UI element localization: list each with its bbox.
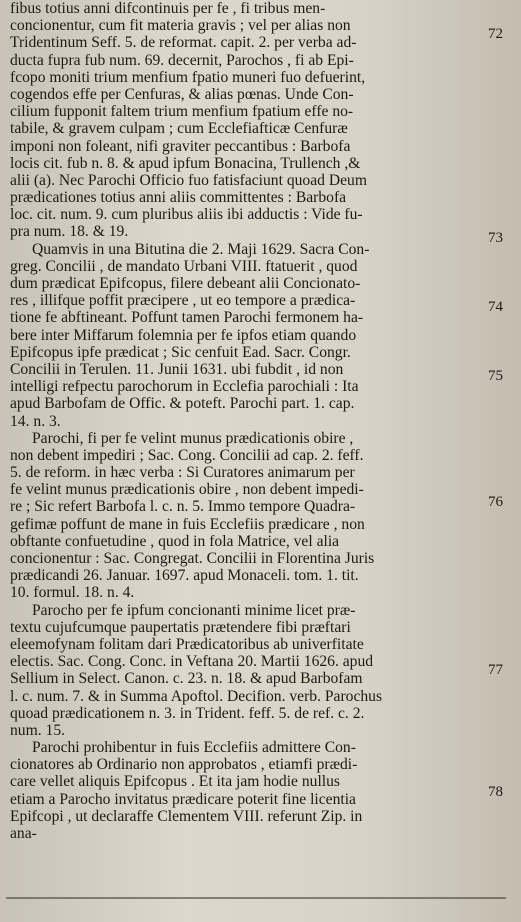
text-line: pra num. 18. & 19. bbox=[10, 223, 129, 241]
text-line: tione fe abftineant. Poffunt tamen Parochi fermonem ha- bbox=[10, 309, 364, 327]
margin-number: 74 bbox=[488, 299, 503, 315]
text-line: cogendos effe per Cenfuras, & alias pœnas. Unde Con- bbox=[10, 85, 354, 103]
text-line: electis. Sac. Cong. Conc. in Veftana 20. Martii 1626. apud bbox=[10, 653, 374, 671]
margin-number: 77 bbox=[488, 662, 503, 678]
text-line: num. 15. bbox=[10, 721, 66, 739]
text-line: fe velint munus prædicationis obire , non debent impedi- bbox=[10, 481, 364, 499]
text-line: Parochi, fi per fe velint munus prædicationis obire , bbox=[32, 429, 354, 447]
text-line: intelligi refpectu parochorum in Ecclefia parochiali : Ita bbox=[10, 378, 359, 396]
text-line: locis cit. fub n. 8. & apud ipfum Bonacina, Trullench ,& bbox=[10, 154, 361, 172]
text-line: 10. formul. 18. n. 4. bbox=[10, 584, 135, 602]
text-line: gefimæ poffunt de mane in fuis Ecclefiis prædicare , non bbox=[10, 515, 365, 533]
text-line: non debent impediri ; Sac. Cong. Concilii ad cap. 2. feff. bbox=[10, 446, 364, 464]
text-line: fibus totius anni difcontinuis per fe , fi tribus men- bbox=[10, 0, 326, 17]
text-line: prædicandi 26. Januar. 1697. apud Monaceli. tom. 1. tit. bbox=[10, 567, 359, 585]
text-line: ducta fupra fub num. 69. decernit, Parochos , fi ab Epi- bbox=[10, 51, 354, 69]
text-line: Quamvis in una Bitutina die 2. Maji 1629. Sacra Con- bbox=[32, 240, 370, 258]
text-line: ana- bbox=[10, 825, 37, 842]
margin-number: 75 bbox=[488, 368, 503, 384]
text-line: Epifcopi , ut declaraffe Clementem VIII. referunt Zip. in bbox=[10, 807, 363, 825]
text-line: res , illifque poffit præcipere , ut eo tempore a prædica- bbox=[10, 292, 356, 310]
text-line: Epifcopus ipfe prædicat ; Sic cenfuit Ead. Sacr. Congr. bbox=[10, 343, 351, 361]
text-line: l. c. num. 7. & in Summa Apoftol. Decifion. verb. Parochus bbox=[10, 687, 383, 705]
margin-number: 76 bbox=[488, 494, 503, 510]
text-line: Sellium in Select. Canon. c. 23. n. 18. & apud Barbofam bbox=[10, 670, 363, 688]
text-line: eleemofynam folitam dari Prædicatoribus ab univerfitate bbox=[10, 635, 364, 653]
text-line: imponi non foleant, nifi graviter peccantibus : Barbofa bbox=[10, 137, 351, 155]
text-line: Tridentinum Seff. 5. de reformat. capit. 2. per verba ad- bbox=[10, 34, 357, 52]
text-line: Concilii in Terulen. 11. Junii 1631. ubi fubdit , id non bbox=[10, 360, 344, 378]
text-line: textu cujufcumque paupertatis prætendere fibi præftari bbox=[10, 618, 351, 636]
text-line: cionatores ab Ordinario non approbatos , etiamfi prædi- bbox=[10, 756, 358, 774]
text-line: quoad prædicationem n. 3. in Trident. feff. 5. de ref. c. 2. bbox=[10, 704, 365, 722]
text-line: fcopo moniti trium menfium fpatio muneri fuo defuerint, bbox=[10, 68, 366, 86]
text-line: care vellet aliquis Epifcopus . Et ita jam hodie nullus bbox=[10, 773, 340, 791]
text-line: Parocho per fe ipfum concionanti minime licet præ- bbox=[32, 601, 356, 619]
margin-number: 73 bbox=[488, 230, 503, 246]
text-line: bere inter Miffarum folemnia per fe ipfos etiam quando bbox=[10, 326, 357, 344]
text-line: 14. n. 3. bbox=[10, 412, 61, 430]
text-line: loc. cit. num. 9. cum pluribus aliis ibi adductis : Vide fu- bbox=[10, 206, 363, 224]
text-line: greg. Concilii , de mandato Urbani VIII. ftatuerit , quod bbox=[10, 257, 358, 275]
text-line: Parochi prohibentur in fuis Ecclefiis admittere Con- bbox=[32, 739, 356, 757]
text-line: cilium fupponit faltem trium menfium fpatium effe no- bbox=[10, 103, 354, 121]
text-line: re ; Sic refert Barbofa l. c. n. 5. Immo tempore Quadra- bbox=[10, 498, 356, 516]
text-line: apud Barbofam de Offic. & poteft. Parochi part. 1. cap. bbox=[10, 395, 355, 413]
text-line: concionentur : Sac. Congregat. Concilii in Florentina Juris bbox=[10, 550, 375, 567]
text-line: dum prædicat Epifcopus, filere debeant alii Concionato- bbox=[10, 275, 361, 292]
text-line: etiam a Parocho invitatus prædicare poterit fine licentia bbox=[10, 790, 356, 808]
margin-number: 72 bbox=[488, 26, 503, 42]
text-line: prædicationes totius anni aliis committentes : Barbofa bbox=[10, 189, 347, 207]
footer-rule bbox=[6, 897, 506, 899]
text-line: tabile, & gravem culpam ; cum Ecclefiafticæ Cenfuræ bbox=[10, 120, 348, 138]
text-line: alii (a). Nec Parochi Officio fuo fatisfaciunt quoad Deum bbox=[10, 171, 367, 189]
page-text bbox=[10, 0, 490, 842]
margin-number: 78 bbox=[488, 784, 503, 800]
text-line: 5. de reform. in hæc verba : Si Curatores animarum per bbox=[10, 464, 355, 482]
text-line: obftante confuetudine , quod in fola Matrice, vel alia bbox=[10, 532, 340, 550]
text-line: concionentur, cum fit materia gravis ; vel per alias non bbox=[10, 17, 351, 35]
